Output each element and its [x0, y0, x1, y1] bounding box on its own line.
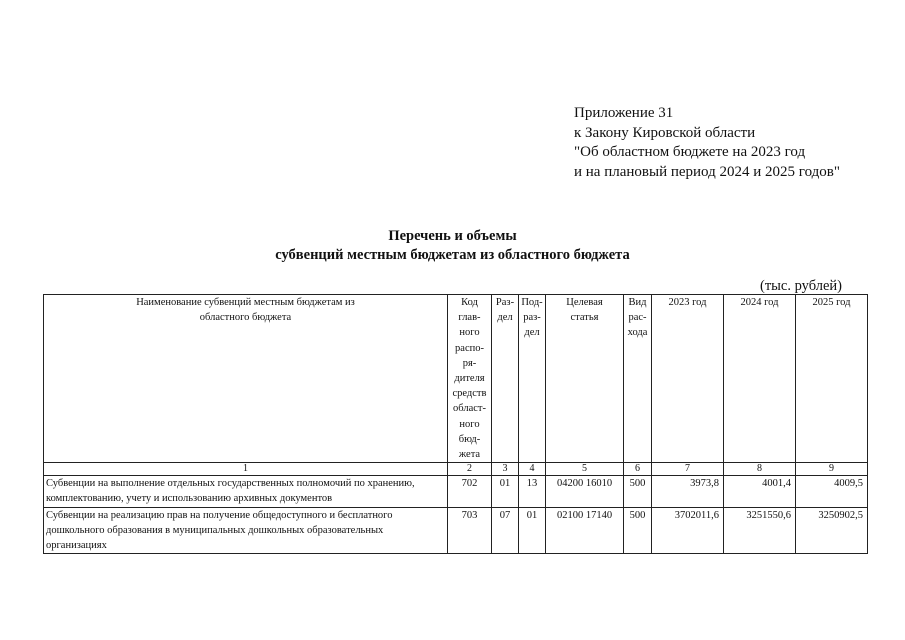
header-2023: 2023 год: [652, 295, 724, 463]
row-exp-type: 500: [624, 507, 652, 554]
units-label: (тыс. рублей): [760, 278, 842, 294]
row-target: 04200 16010: [546, 476, 624, 507]
row-code: 702: [448, 476, 492, 507]
annex-block: [574, 104, 840, 182]
header-section: Раз-дел: [492, 295, 519, 463]
row-exp-type: 500: [624, 476, 652, 507]
row-2024: 3251550,6: [724, 507, 796, 554]
row-section: 01: [492, 476, 519, 507]
col-number: 9: [796, 463, 868, 476]
header-target: Целевая статья: [546, 295, 624, 463]
row-name: Субвенции на выполнение отдельных государственных полномочий по хранению, комплектованию, учету и использованию архивных документов: [44, 476, 448, 507]
annex-line-1: Приложение 31: [574, 105, 674, 121]
col-number: 1: [44, 463, 448, 476]
annex-line-3: "Об областном бюджете на 2023 год: [574, 144, 806, 160]
col-number: 4: [519, 463, 546, 476]
row-target: 02100 17140: [546, 507, 624, 554]
col-number: 7: [652, 463, 724, 476]
header-row: [44, 295, 868, 463]
row-subsection: 13: [519, 476, 546, 507]
row-2023: 3973,8: [652, 476, 724, 507]
col-number: 5: [546, 463, 624, 476]
row-2023: 3702011,6: [652, 507, 724, 554]
row-2025: 3250902,5: [796, 507, 868, 554]
row-subsection: 01: [519, 507, 546, 554]
document-title: [0, 227, 905, 265]
header-2024: 2024 год: [724, 295, 796, 463]
row-section: 07: [492, 507, 519, 554]
row-2025: 4009,5: [796, 476, 868, 507]
row-code: 703: [448, 507, 492, 554]
subventions-table: [43, 294, 868, 554]
col-number: 6: [624, 463, 652, 476]
table-row: [44, 507, 868, 554]
row-name: Субвенции на реализацию прав на получение общедоступного и бесплатного дошкольного образования в муниципальных дошкольных образовательных организациях: [44, 507, 448, 554]
header-code: Код глав-ного распо-ря-дителя средств област-ного бюд-жета: [448, 295, 492, 463]
row-2024: 4001,4: [724, 476, 796, 507]
annex-line-4: и на плановый период 2024 и 2025 годов": [574, 163, 840, 180]
col-number: 3: [492, 463, 519, 476]
title-line-1: Перечень и объемы: [388, 228, 517, 244]
header-name: Наименование субвенций местным бюджетам из областного бюджета: [44, 295, 448, 463]
col-number: 8: [724, 463, 796, 476]
column-number-row: [44, 463, 868, 476]
annex-line-2: к Закону Кировской области: [574, 124, 756, 141]
header-exp-type: Вид рас-хода: [624, 295, 652, 463]
title-line-2: субвенций местным бюджетам из областного бюджета: [275, 247, 630, 263]
header-2025: 2025 год: [796, 295, 868, 463]
header-subsection: Под-раз-дел: [519, 295, 546, 463]
col-number: 2: [448, 463, 492, 476]
table-row: [44, 476, 868, 507]
